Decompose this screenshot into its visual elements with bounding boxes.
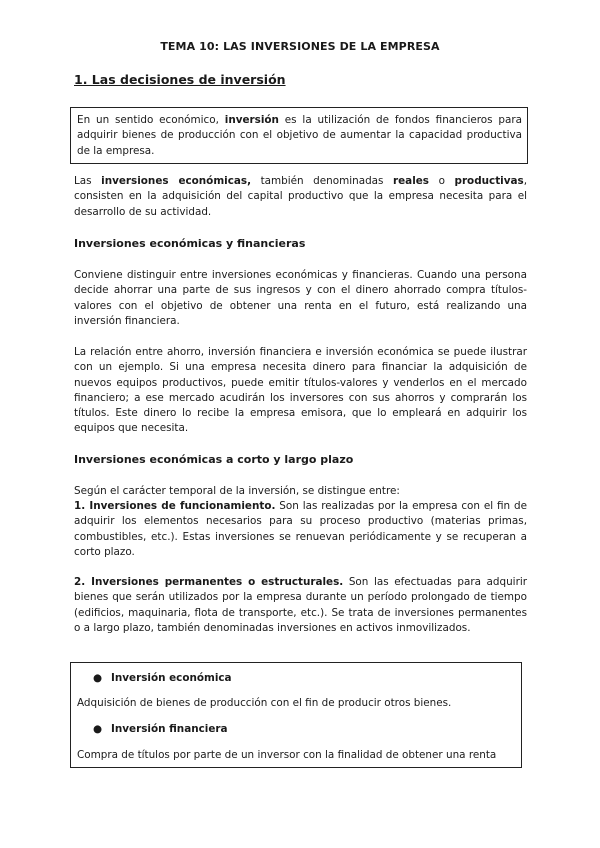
economic-investments-paragraph: [74, 174, 527, 220]
definition-box: [70, 107, 528, 164]
paragraph-relation-example: La relación entre ahorro, inversión financiera e inversión económica se puede ilustrar con un ejemplo. Si una empresa necesita dinero para financiar la adquisición de nuevos equipos productivos, puede emitir títulos-valores y venderlos en el mercado financiero; a ese mercado acudirán los inversores con sus ahorros y comprarán los títulos. Este dinero lo recibe la empresa emisora, que lo empleará en adquirir los equipos que necesita.: [74, 346, 527, 435]
economic-term-3: productivas: [454, 175, 524, 187]
summary-item-2-title: Inversión financiera: [111, 723, 228, 735]
item-1-text: Son las realizadas por la empresa con el fin de adquirir los elementos necesarios para su proceso productivo (materias primas, combustibles, etc.). Estas inversiones se renuevan periódicamente y se recuperan a corto plazo.: [74, 500, 527, 558]
list-item-permanent: [74, 575, 527, 636]
economic-text-2: también denominadas: [251, 175, 394, 187]
summary-item-1-title: Inversión económica: [111, 672, 232, 684]
intro-line: Según el carácter temporal de la inversión, se distingue entre:: [74, 485, 400, 497]
economic-text-4: , consisten en la adquisición del capital productivo que la empresa necesita para el desarrollo de su actividad.: [74, 175, 528, 218]
item-1-term: 1. Inversiones de funcionamiento.: [74, 500, 276, 512]
summary-item-economic: [93, 672, 232, 684]
definition-term: inversión: [224, 114, 279, 126]
bullet-icon: ●: [93, 672, 103, 684]
summary-item-1-desc: Adquisición de bienes de producción con el fin de producir otros bienes.: [77, 697, 452, 709]
item-2-text: Son las efectuadas para adquirir bienes que serán utilizados por la empresa durante un período prolongado de tiempo (edificios, maquinaria, flota de transporte, etc.). Se trata de inversiones permanentes o a largo plazo, también denominadas inversiones en activos inmovilizados.: [74, 576, 527, 634]
definition-text-post: es la utilización de fondos financieros para adquirir bienes de producción con el objetivo de aumentar la capacidad productiva de la empresa.: [77, 114, 522, 157]
document-title: TEMA 10: LAS INVERSIONES DE LA EMPRESA: [160, 40, 440, 53]
economic-text-3: o: [429, 175, 455, 187]
definition-text-pre: En un sentido económico,: [77, 114, 225, 126]
economic-text-1: Las: [74, 175, 102, 187]
summary-item-2-desc: Compra de títulos por parte de un inversor con la finalidad de obtener una renta: [77, 749, 497, 761]
economic-term-1: inversiones económicas,: [101, 175, 252, 187]
subheading-short-long-term: Inversiones económicas a corto y largo plazo: [74, 453, 354, 466]
list-item-functioning: [74, 499, 527, 560]
summary-box: [70, 662, 522, 768]
summary-item-financial: [93, 723, 228, 735]
economic-term-2: reales: [393, 175, 429, 187]
section-heading-decisiones: 1. Las decisiones de inversión: [74, 72, 286, 87]
subheading-economic-financial: Inversiones económicas y financieras: [74, 237, 306, 250]
item-2-term: 2. Inversiones permanentes o estructurales.: [74, 576, 344, 588]
bullet-icon: ●: [93, 723, 103, 735]
paragraph-distinguish: Conviene distinguir entre inversiones económicas y financieras. Cuando una persona decide ahorrar una parte de sus ingresos y con el dinero ahorrado compra títulos-valores con el objetivo de obtener una renta en el futuro, está realizando una inversión financiera.: [74, 269, 527, 327]
